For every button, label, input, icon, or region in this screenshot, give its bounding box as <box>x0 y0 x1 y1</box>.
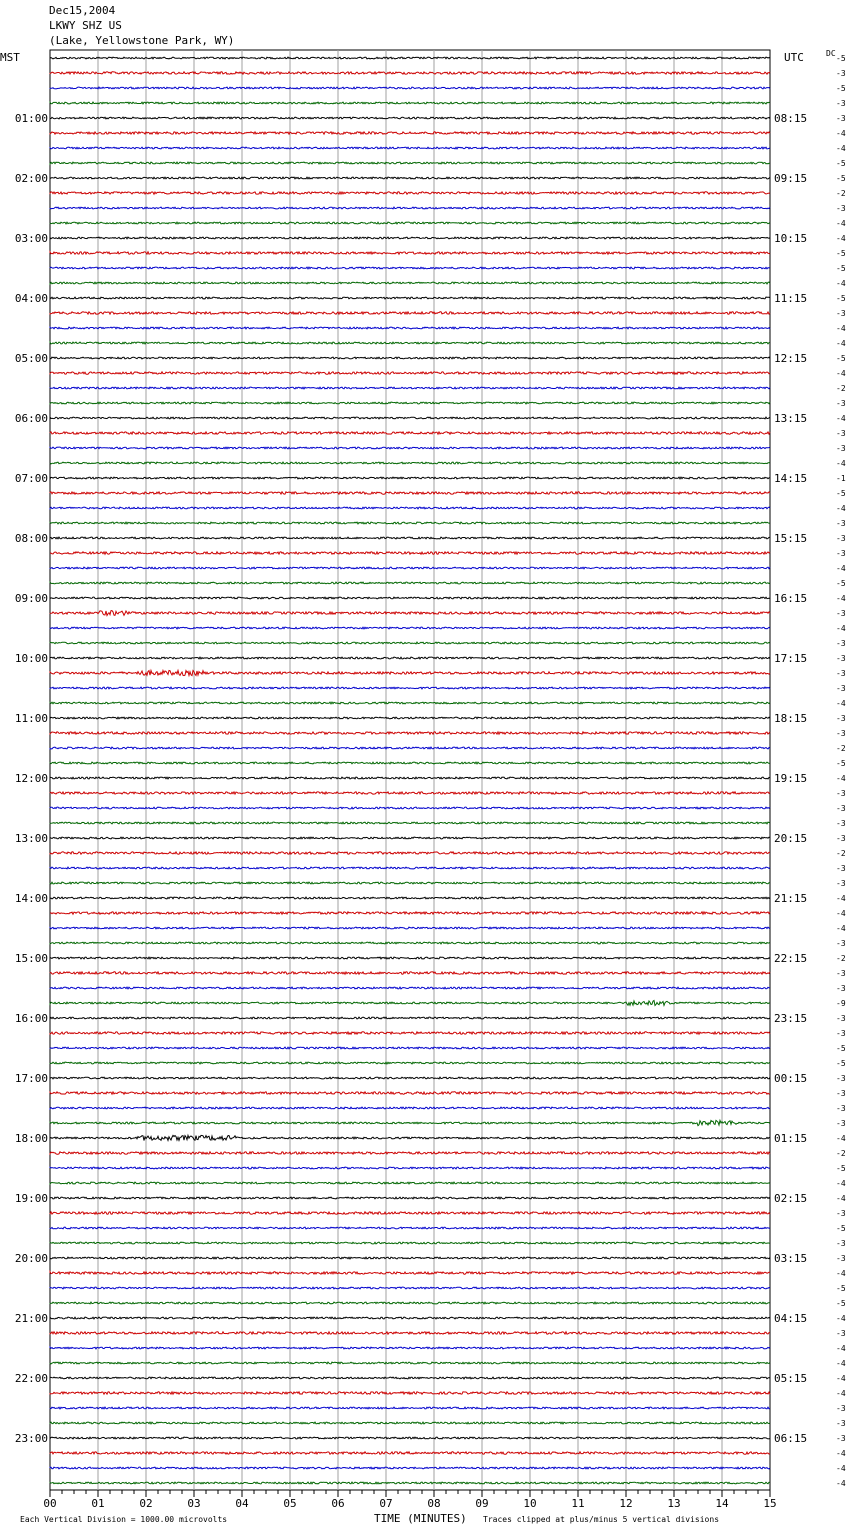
left-hour-label: 07:00 <box>14 472 48 485</box>
x-tick-label: 06 <box>331 1497 345 1510</box>
right-hour-label: 15:15 <box>774 532 808 545</box>
seismic-trace <box>50 852 770 854</box>
right-hour-label: 16:15 <box>774 592 808 605</box>
seismic-trace <box>50 1227 770 1229</box>
seismic-trace <box>50 522 770 524</box>
dc-offset-label: -3 <box>836 1089 846 1098</box>
seismic-trace <box>50 282 770 284</box>
seismic-trace <box>50 1272 770 1274</box>
dc-offset-label: -3 <box>836 1404 846 1413</box>
right-hour-label: 06:15 <box>774 1432 808 1445</box>
seismic-trace <box>50 297 770 299</box>
seismic-trace <box>50 1422 770 1424</box>
dc-offset-label: -3 <box>836 69 846 78</box>
station-location: (Lake, Yellowstone Park, WY) <box>49 34 235 47</box>
dc-offset-label: -3 <box>836 1029 846 1038</box>
left-hour-label: 14:00 <box>14 892 48 905</box>
seismic-trace <box>50 102 770 104</box>
left-hour-label: 13:00 <box>14 832 48 845</box>
x-tick-label: 12 <box>619 1497 633 1510</box>
dc-offset-label: -3 <box>836 804 846 813</box>
dc-offset-label: -3 <box>836 1329 846 1338</box>
dc-offset-label: -2 <box>836 849 846 858</box>
seismic-trace <box>50 72 770 74</box>
dc-offset-label: -3 <box>836 519 846 528</box>
left-hour-label: 05:00 <box>14 352 48 365</box>
dc-offset-label: -5 <box>836 1059 846 1068</box>
trace-group <box>50 57 770 1484</box>
dc-offset-label: -4 <box>836 1449 846 1458</box>
seismic-trace <box>50 837 770 839</box>
left-hour-label: 18:00 <box>14 1132 48 1145</box>
seismic-trace <box>50 432 770 434</box>
left-hour-label: 17:00 <box>14 1072 48 1085</box>
seismic-trace <box>50 447 770 449</box>
right-timezone-label: UTC <box>784 51 804 64</box>
dc-offset-label: -4 <box>836 909 846 918</box>
dc-offset-label: -4 <box>836 1194 846 1203</box>
dc-offset-label: -2 <box>836 384 846 393</box>
seismic-trace <box>50 1212 770 1214</box>
dc-offset-label: -3 <box>836 639 846 648</box>
dc-offset-label: -3 <box>836 1239 846 1248</box>
seismic-trace <box>50 1107 770 1109</box>
dc-offset-label: -3 <box>836 819 846 828</box>
dc-offset-label: -4 <box>836 1464 846 1473</box>
dc-offset-label: -4 <box>836 129 846 138</box>
seismic-trace <box>50 312 770 314</box>
x-tick-label: 02 <box>139 1497 153 1510</box>
seismic-trace <box>50 597 770 599</box>
seismic-trace <box>50 417 770 419</box>
seismic-trace <box>50 972 770 974</box>
dc-offset-label: -5 <box>836 489 846 498</box>
seismic-trace <box>50 462 770 464</box>
dc-offset-label: -2 <box>836 1149 846 1158</box>
seismic-trace <box>50 1392 770 1394</box>
dc-offset-label: -2 <box>836 189 846 198</box>
seismic-trace <box>50 1152 770 1154</box>
dc-offset-label: -5 <box>836 354 846 363</box>
seismic-trace <box>50 732 770 734</box>
seismic-trace <box>50 327 770 329</box>
right-hour-label: 10:15 <box>774 232 808 245</box>
seismic-trace <box>50 177 770 179</box>
seismic-trace <box>50 611 770 616</box>
seismic-trace <box>50 1302 770 1304</box>
seismic-trace <box>50 372 770 374</box>
left-hour-label: 01:00 <box>14 112 48 125</box>
left-hour-label: 21:00 <box>14 1312 48 1325</box>
dc-offset-label: -4 <box>836 324 846 333</box>
dc-label: DC <box>826 49 836 58</box>
dc-offset-label: -4 <box>836 279 846 288</box>
dc-offset-label: -4 <box>836 369 846 378</box>
dc-offset-label: -5 <box>836 264 846 273</box>
dc-offset-label: -4 <box>836 339 846 348</box>
right-hour-label: 11:15 <box>774 292 808 305</box>
seismic-trace <box>50 357 770 359</box>
right-hour-label: 00:15 <box>774 1072 808 1085</box>
left-hour-label: 23:00 <box>14 1432 48 1445</box>
dc-offset-label: -4 <box>836 1179 846 1188</box>
dc-offset-label: -3 <box>836 99 846 108</box>
right-hour-label: 23:15 <box>774 1012 808 1025</box>
seismic-trace <box>50 912 770 914</box>
seismic-trace <box>50 1332 770 1334</box>
dc-offset-label: -4 <box>836 504 846 513</box>
seismic-trace <box>50 222 770 224</box>
dc-offset-label: -3 <box>836 1254 846 1263</box>
dc-offset-label: -3 <box>836 429 846 438</box>
dc-offset-label: -4 <box>836 924 846 933</box>
left-hour-label: 04:00 <box>14 292 48 305</box>
x-tick-label: 13 <box>667 1497 681 1510</box>
left-hour-label: 02:00 <box>14 172 48 185</box>
dc-offset-label: -3 <box>836 1419 846 1428</box>
dc-offset-label: -3 <box>836 1104 846 1113</box>
dc-offset-label: -4 <box>836 1314 846 1323</box>
right-hour-label: 08:15 <box>774 112 808 125</box>
station-code: LKWY SHZ US <box>49 19 122 32</box>
left-hour-label: 16:00 <box>14 1012 48 1025</box>
dc-offset-label: -4 <box>836 1134 846 1143</box>
seismic-trace <box>50 1135 770 1140</box>
dc-offset-label: -4 <box>836 1479 846 1488</box>
seismic-trace <box>50 1182 770 1184</box>
seismic-trace <box>50 57 770 59</box>
seismic-trace <box>50 1092 770 1094</box>
seismic-trace <box>50 87 770 89</box>
dc-offset-label: -3 <box>836 204 846 213</box>
dc-offset-label: -3 <box>836 984 846 993</box>
dc-offset-label: -3 <box>836 969 846 978</box>
seismic-trace <box>50 342 770 344</box>
dc-offset-label: -5 <box>836 84 846 93</box>
seismic-trace <box>50 237 770 239</box>
x-tick-label: 10 <box>523 1497 537 1510</box>
right-hour-label: 20:15 <box>774 832 808 845</box>
dc-offset-label: -5 <box>836 159 846 168</box>
seismic-trace <box>50 1077 770 1079</box>
dc-offset-label: -4 <box>836 894 846 903</box>
dc-offset-label: -3 <box>836 609 846 618</box>
dc-offset-label: -2 <box>836 954 846 963</box>
seismic-trace <box>50 627 770 629</box>
dc-offset-label: -4 <box>836 1344 846 1353</box>
seismic-trace <box>50 897 770 899</box>
seismic-trace <box>50 1062 770 1064</box>
dc-offset-label: -4 <box>836 1374 846 1383</box>
seismic-trace <box>50 1452 770 1454</box>
seismic-trace <box>50 1437 770 1439</box>
left-hour-label: 03:00 <box>14 232 48 245</box>
seismic-trace <box>50 822 770 824</box>
seismic-trace <box>50 1197 770 1199</box>
dc-offset-label: -5 <box>836 54 846 63</box>
right-hour-label: 05:15 <box>774 1372 808 1385</box>
dc-offset-label: -5 <box>836 249 846 258</box>
left-hour-label: 12:00 <box>14 772 48 785</box>
dc-offset-label: -4 <box>836 144 846 153</box>
dc-offset-label: -4 <box>836 414 846 423</box>
seismic-trace <box>50 162 770 164</box>
x-tick-label: 01 <box>91 1497 105 1510</box>
seismic-trace <box>50 477 770 479</box>
left-hour-label: 15:00 <box>14 952 48 965</box>
seismic-trace <box>50 1120 770 1125</box>
dc-offset-label: -3 <box>836 1014 846 1023</box>
dc-offset-label: -3 <box>836 534 846 543</box>
x-tick-label: 04 <box>235 1497 249 1510</box>
dc-offset-label: -4 <box>836 594 846 603</box>
x-tick-label: 15 <box>763 1497 777 1510</box>
seismic-trace <box>50 762 770 764</box>
seismic-trace <box>50 1167 770 1169</box>
grid <box>50 50 770 1497</box>
seismic-trace <box>50 1482 770 1484</box>
seismic-trace <box>50 132 770 134</box>
dc-offset-label: -2 <box>836 744 846 753</box>
dc-offset-label: -3 <box>836 549 846 558</box>
seismic-trace <box>50 552 770 554</box>
dc-offset-label: -4 <box>836 234 846 243</box>
seismic-trace <box>50 957 770 959</box>
seismic-trace <box>50 671 770 676</box>
label-group <box>15 54 846 1510</box>
seismic-trace <box>50 537 770 539</box>
right-hour-label: 12:15 <box>774 352 808 365</box>
dc-offset-label: -3 <box>836 879 846 888</box>
dc-offset-label: -3 <box>836 114 846 123</box>
seismic-trace <box>50 1362 770 1364</box>
seismic-trace <box>50 1047 770 1049</box>
dc-offset-label: -4 <box>836 459 846 468</box>
seismic-trace <box>50 252 770 254</box>
dc-offset-label: -3 <box>836 1074 846 1083</box>
seismic-trace <box>50 882 770 884</box>
x-axis-label: TIME (MINUTES) <box>374 1512 467 1525</box>
scale-note: Each Vertical Division = 1000.00 microvolts <box>20 1515 228 1524</box>
dc-offset-label: -5 <box>836 1164 846 1173</box>
seismic-trace <box>50 987 770 989</box>
dc-offset-label: -3 <box>836 309 846 318</box>
dc-offset-label: -4 <box>836 1389 846 1398</box>
dc-offset-label: -5 <box>836 1044 846 1053</box>
left-hour-label: 08:00 <box>14 532 48 545</box>
seismic-trace <box>50 582 770 584</box>
seismic-trace <box>50 207 770 209</box>
x-tick-label: 03 <box>187 1497 201 1510</box>
right-hour-label: 18:15 <box>774 712 808 725</box>
dc-offset-label: -5 <box>836 759 846 768</box>
left-hour-label: 06:00 <box>14 412 48 425</box>
dc-offset-label: -5 <box>836 1299 846 1308</box>
dc-offset-label: -4 <box>836 774 846 783</box>
seismic-trace <box>50 807 770 809</box>
seismic-trace <box>50 642 770 644</box>
dc-offset-label: -4 <box>836 219 846 228</box>
right-hour-label: 09:15 <box>774 172 808 185</box>
dc-offset-label: -5 <box>836 1224 846 1233</box>
dc-offset-label: -3 <box>836 684 846 693</box>
dc-offset-label: -4 <box>836 624 846 633</box>
seismic-trace <box>50 117 770 119</box>
seismic-trace <box>50 492 770 494</box>
seismic-trace <box>50 1017 770 1019</box>
dc-offset-label: -3 <box>836 939 846 948</box>
dc-offset-label: -1 <box>836 474 846 483</box>
right-hour-label: 03:15 <box>774 1252 808 1265</box>
seismic-trace <box>50 567 770 569</box>
seismic-trace <box>50 927 770 929</box>
dc-offset-label: -3 <box>836 864 846 873</box>
x-tick-label: 11 <box>571 1497 585 1510</box>
seismic-trace <box>50 1242 770 1244</box>
seismic-trace <box>50 717 770 719</box>
left-hour-label: 22:00 <box>14 1372 48 1385</box>
seismic-trace <box>50 1407 770 1409</box>
dc-offset-label: -3 <box>836 444 846 453</box>
seismic-trace <box>50 1467 770 1469</box>
dc-offset-label: -9 <box>836 999 846 1008</box>
left-hour-label: 20:00 <box>14 1252 48 1265</box>
seismic-trace <box>50 1001 770 1006</box>
x-tick-label: 00 <box>43 1497 57 1510</box>
dc-offset-label: -4 <box>836 1359 846 1368</box>
seismic-trace <box>50 687 770 689</box>
right-hour-label: 02:15 <box>774 1192 808 1205</box>
dc-offset-label: -3 <box>836 834 846 843</box>
right-hour-label: 17:15 <box>774 652 808 665</box>
seismic-trace <box>50 1287 770 1289</box>
dc-offset-label: -4 <box>836 1269 846 1278</box>
seismic-trace <box>50 657 770 659</box>
x-tick-label: 09 <box>475 1497 489 1510</box>
right-hour-label: 01:15 <box>774 1132 808 1145</box>
seismic-trace <box>50 702 770 704</box>
seismic-trace <box>50 192 770 194</box>
left-hour-label: 09:00 <box>14 592 48 605</box>
right-hour-label: 22:15 <box>774 952 808 965</box>
seismic-trace <box>50 867 770 869</box>
left-hour-label: 19:00 <box>14 1192 48 1205</box>
seismic-trace <box>50 507 770 509</box>
seismic-trace <box>50 267 770 269</box>
dc-offset-label: -5 <box>836 174 846 183</box>
dc-offset-label: -3 <box>836 669 846 678</box>
right-hour-label: 04:15 <box>774 1312 808 1325</box>
right-hour-label: 19:15 <box>774 772 808 785</box>
seismic-trace <box>50 1317 770 1319</box>
seismic-trace <box>50 1257 770 1259</box>
x-tick-label: 14 <box>715 1497 729 1510</box>
x-tick-label: 05 <box>283 1497 297 1510</box>
dc-offset-label: -3 <box>836 789 846 798</box>
left-hour-label: 11:00 <box>14 712 48 725</box>
seismic-trace <box>50 387 770 389</box>
seismic-trace <box>50 792 770 794</box>
dc-offset-label: -3 <box>836 714 846 723</box>
left-timezone-label: MST <box>0 51 20 64</box>
clip-note: Traces clipped at plus/minus 5 vertical divisions <box>483 1515 720 1524</box>
right-hour-label: 14:15 <box>774 472 808 485</box>
dc-offset-label: -5 <box>836 579 846 588</box>
report-date: Dec15,2004 <box>49 4 116 17</box>
dc-offset-label: -4 <box>836 564 846 573</box>
dc-offset-label: -4 <box>836 699 846 708</box>
dc-offset-label: -3 <box>836 1119 846 1128</box>
right-hour-label: 13:15 <box>774 412 808 425</box>
seismic-trace <box>50 402 770 404</box>
right-hour-label: 21:15 <box>774 892 808 905</box>
dc-offset-label: -3 <box>836 1434 846 1443</box>
seismic-trace <box>50 1377 770 1379</box>
dc-offset-label: -5 <box>836 1284 846 1293</box>
dc-offset-label: -3 <box>836 399 846 408</box>
seismic-trace <box>50 1032 770 1034</box>
dc-offset-label: -3 <box>836 1209 846 1218</box>
x-tick-label: 08 <box>427 1497 441 1510</box>
dc-offset-label: -3 <box>836 729 846 738</box>
dc-offset-label: -5 <box>836 294 846 303</box>
x-tick-label: 07 <box>379 1497 393 1510</box>
seismic-trace <box>50 777 770 779</box>
left-hour-label: 10:00 <box>14 652 48 665</box>
seismic-trace <box>50 147 770 149</box>
seismic-trace <box>50 942 770 944</box>
seismic-trace <box>50 747 770 749</box>
seismic-trace <box>50 1347 770 1349</box>
dc-offset-label: -3 <box>836 654 846 663</box>
